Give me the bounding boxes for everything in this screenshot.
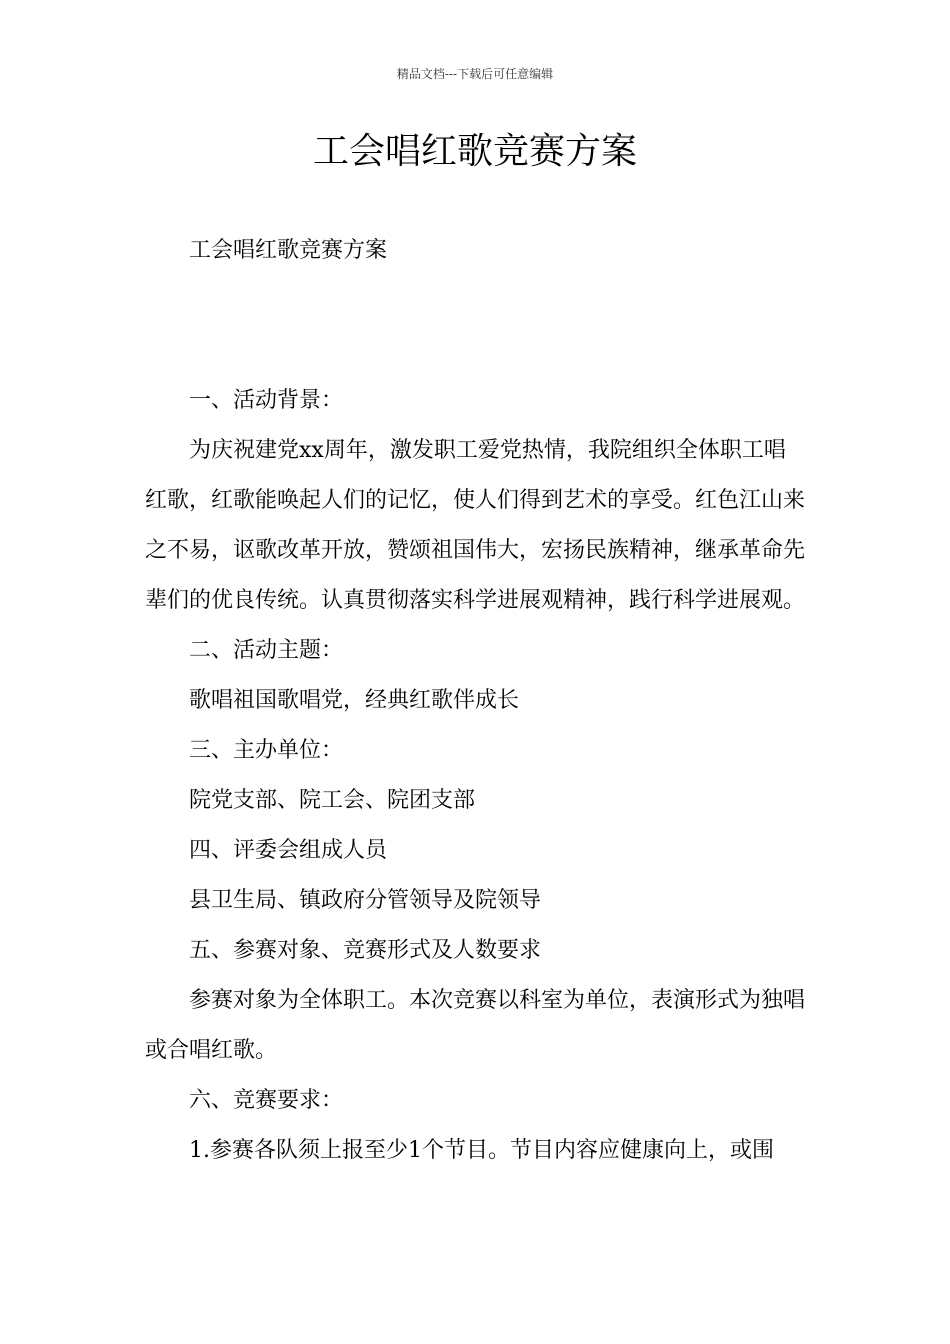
document-body bbox=[145, 226, 807, 1176]
header-note: 精品文档---下载后可任意编辑 bbox=[396, 67, 554, 81]
section-heading-theme: 二、活动主题： bbox=[189, 638, 344, 663]
section-heading-jury: 四、评委会组成人员 bbox=[189, 838, 388, 863]
document-title: 工会唱红歌竞赛方案 bbox=[312, 131, 637, 172]
paragraph-requirement-1: 1.参赛各队须上报至少1个节目。节目内容应健康向上，或围 bbox=[189, 1138, 774, 1163]
section-heading-background: 一、活动背景： bbox=[189, 388, 344, 413]
paragraph-organizer: 院党支部、院工会、院团支部 bbox=[189, 788, 476, 813]
section-heading-participants: 五、参赛对象、竞赛形式及人数要求 bbox=[189, 938, 542, 963]
section-heading-requirements: 六、竞赛要求： bbox=[189, 1088, 344, 1113]
paragraph-background: 为庆祝建党xx周年，激发职工爱党热情，我院组织全体职工唱红歌，红歌能唤起人们的记忆，使人们得到艺术的享受。红色江山来之不易，讴歌改革开放，赞颂祖国伟大，宏扬民族精神，继承革命先辈们的优良传统。认真贯彻落实科学进展观精神，践行科学进展观。 bbox=[145, 438, 806, 613]
paragraph-participants: 参赛对象为全体职工。本次竞赛以科室为单位，表演形式为独唱或合唱红歌。 bbox=[145, 988, 806, 1063]
document-subtitle: 工会唱红歌竞赛方案 bbox=[189, 238, 388, 263]
section-heading-organizer: 三、主办单位： bbox=[189, 738, 344, 763]
paragraph-theme: 歌唱祖国歌唱党，经典红歌伴成长 bbox=[189, 688, 520, 713]
paragraph-jury: 县卫生局、镇政府分管领导及院领导 bbox=[189, 888, 542, 913]
blank-space bbox=[145, 276, 807, 376]
